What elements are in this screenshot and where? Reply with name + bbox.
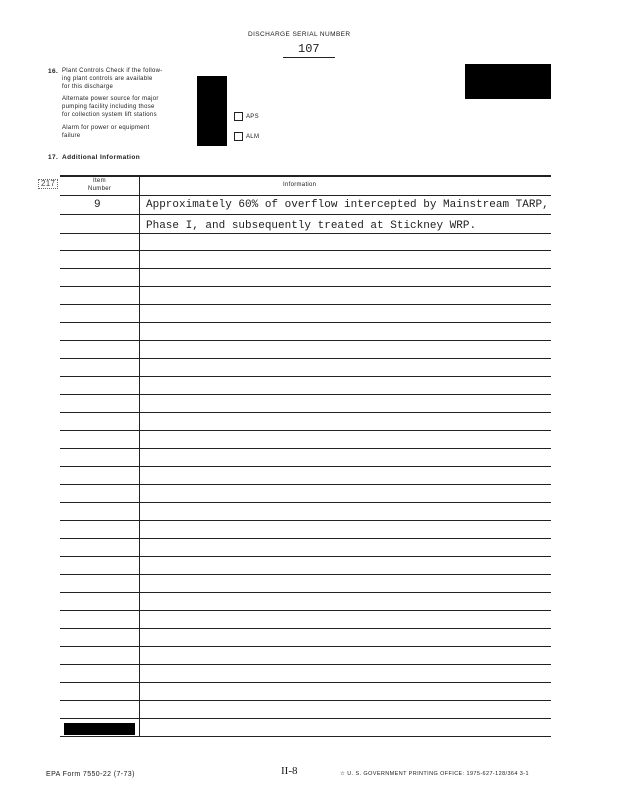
form-id: EPA Form 7550-22 (7-73) <box>46 771 135 778</box>
aps-description-line-2: pumping facility including those <box>62 104 155 110</box>
table-rule-26 <box>60 664 551 665</box>
table-top-rule <box>60 175 551 177</box>
aps-description-line-1: Alternate power source for major <box>62 96 159 102</box>
aps-checkbox[interactable] <box>234 112 243 121</box>
aps-checkbox-row <box>234 112 259 122</box>
alm-description-line-2: failure <box>62 133 81 139</box>
table-column-divider <box>139 176 140 737</box>
section-16-line-1: ing plant controls are available <box>62 76 153 82</box>
serial-number-label: DISCHARGE SERIAL NUMBER <box>248 31 351 38</box>
col-item-header-2: Number <box>88 186 112 192</box>
printing-office-line: ☆ U. S. GOVERNMENT PRINTING OFFICE: 1975-627-128/364 3-1 <box>340 771 529 777</box>
table-rule-22 <box>60 592 551 593</box>
table-rule-24 <box>60 628 551 629</box>
table-rule-4 <box>60 268 551 269</box>
table-rule-19 <box>60 538 551 539</box>
table-rule-11 <box>60 394 551 395</box>
aps-code: APS <box>246 114 259 121</box>
table-rule-9 <box>60 358 551 359</box>
table-rule-28 <box>60 700 551 701</box>
serial-number-value: 107 <box>298 42 320 56</box>
section-16-number: 16. <box>48 68 59 75</box>
row-2-info: Phase I, and subsequently treated at Stickney WRP. <box>146 220 477 232</box>
table-rule-6 <box>60 304 551 305</box>
table-bottom-rule <box>60 736 551 737</box>
row-1-item: 9 <box>94 199 101 211</box>
redaction-block-plant-controls <box>197 76 227 146</box>
section-17-number: 17. <box>48 154 59 161</box>
col-info-header: Information <box>283 182 317 188</box>
section-17-title: Additional Information <box>62 154 141 161</box>
table-rule-29 <box>60 718 551 719</box>
table-rule-8 <box>60 340 551 341</box>
table-rule-5 <box>60 286 551 287</box>
table-rule-20 <box>60 556 551 557</box>
section-16-title: Plant Controls Check if the follow- <box>62 68 163 74</box>
table-rule-3 <box>60 250 551 251</box>
table-rule-2 <box>60 233 551 234</box>
side-tag: 217 <box>38 179 58 189</box>
alm-checkbox[interactable] <box>234 132 243 141</box>
table-rule-10 <box>60 376 551 377</box>
table-rule-18 <box>60 520 551 521</box>
page-number: II-8 <box>281 765 298 777</box>
table-rule-7 <box>60 322 551 323</box>
redaction-block-top-right <box>465 64 551 99</box>
table-rule-16 <box>60 484 551 485</box>
table-rule-27 <box>60 682 551 683</box>
table-rule-1 <box>60 214 551 215</box>
serial-number-underline <box>283 57 335 58</box>
table-rule-23 <box>60 610 551 611</box>
alm-description-line-1: Alarm for power or equipment <box>62 125 150 131</box>
table-rule-14 <box>60 448 551 449</box>
alm-code: ALM <box>246 134 260 141</box>
alm-checkbox-row <box>234 132 259 142</box>
redaction-block-bottom-left <box>64 723 135 735</box>
row-1-info: Approximately 60% of overflow intercepted by Mainstream TARP, <box>146 199 549 211</box>
table-header-rule <box>60 195 551 196</box>
table-rule-17 <box>60 502 551 503</box>
section-16-line-2: for this discharge <box>62 84 114 90</box>
table-rule-13 <box>60 430 551 431</box>
table-rule-21 <box>60 574 551 575</box>
table-rule-25 <box>60 646 551 647</box>
col-item-header-1: Item <box>93 178 106 184</box>
aps-description-line-3: for collection system lift stations <box>62 112 157 118</box>
table-rule-12 <box>60 412 551 413</box>
table-rule-15 <box>60 466 551 467</box>
